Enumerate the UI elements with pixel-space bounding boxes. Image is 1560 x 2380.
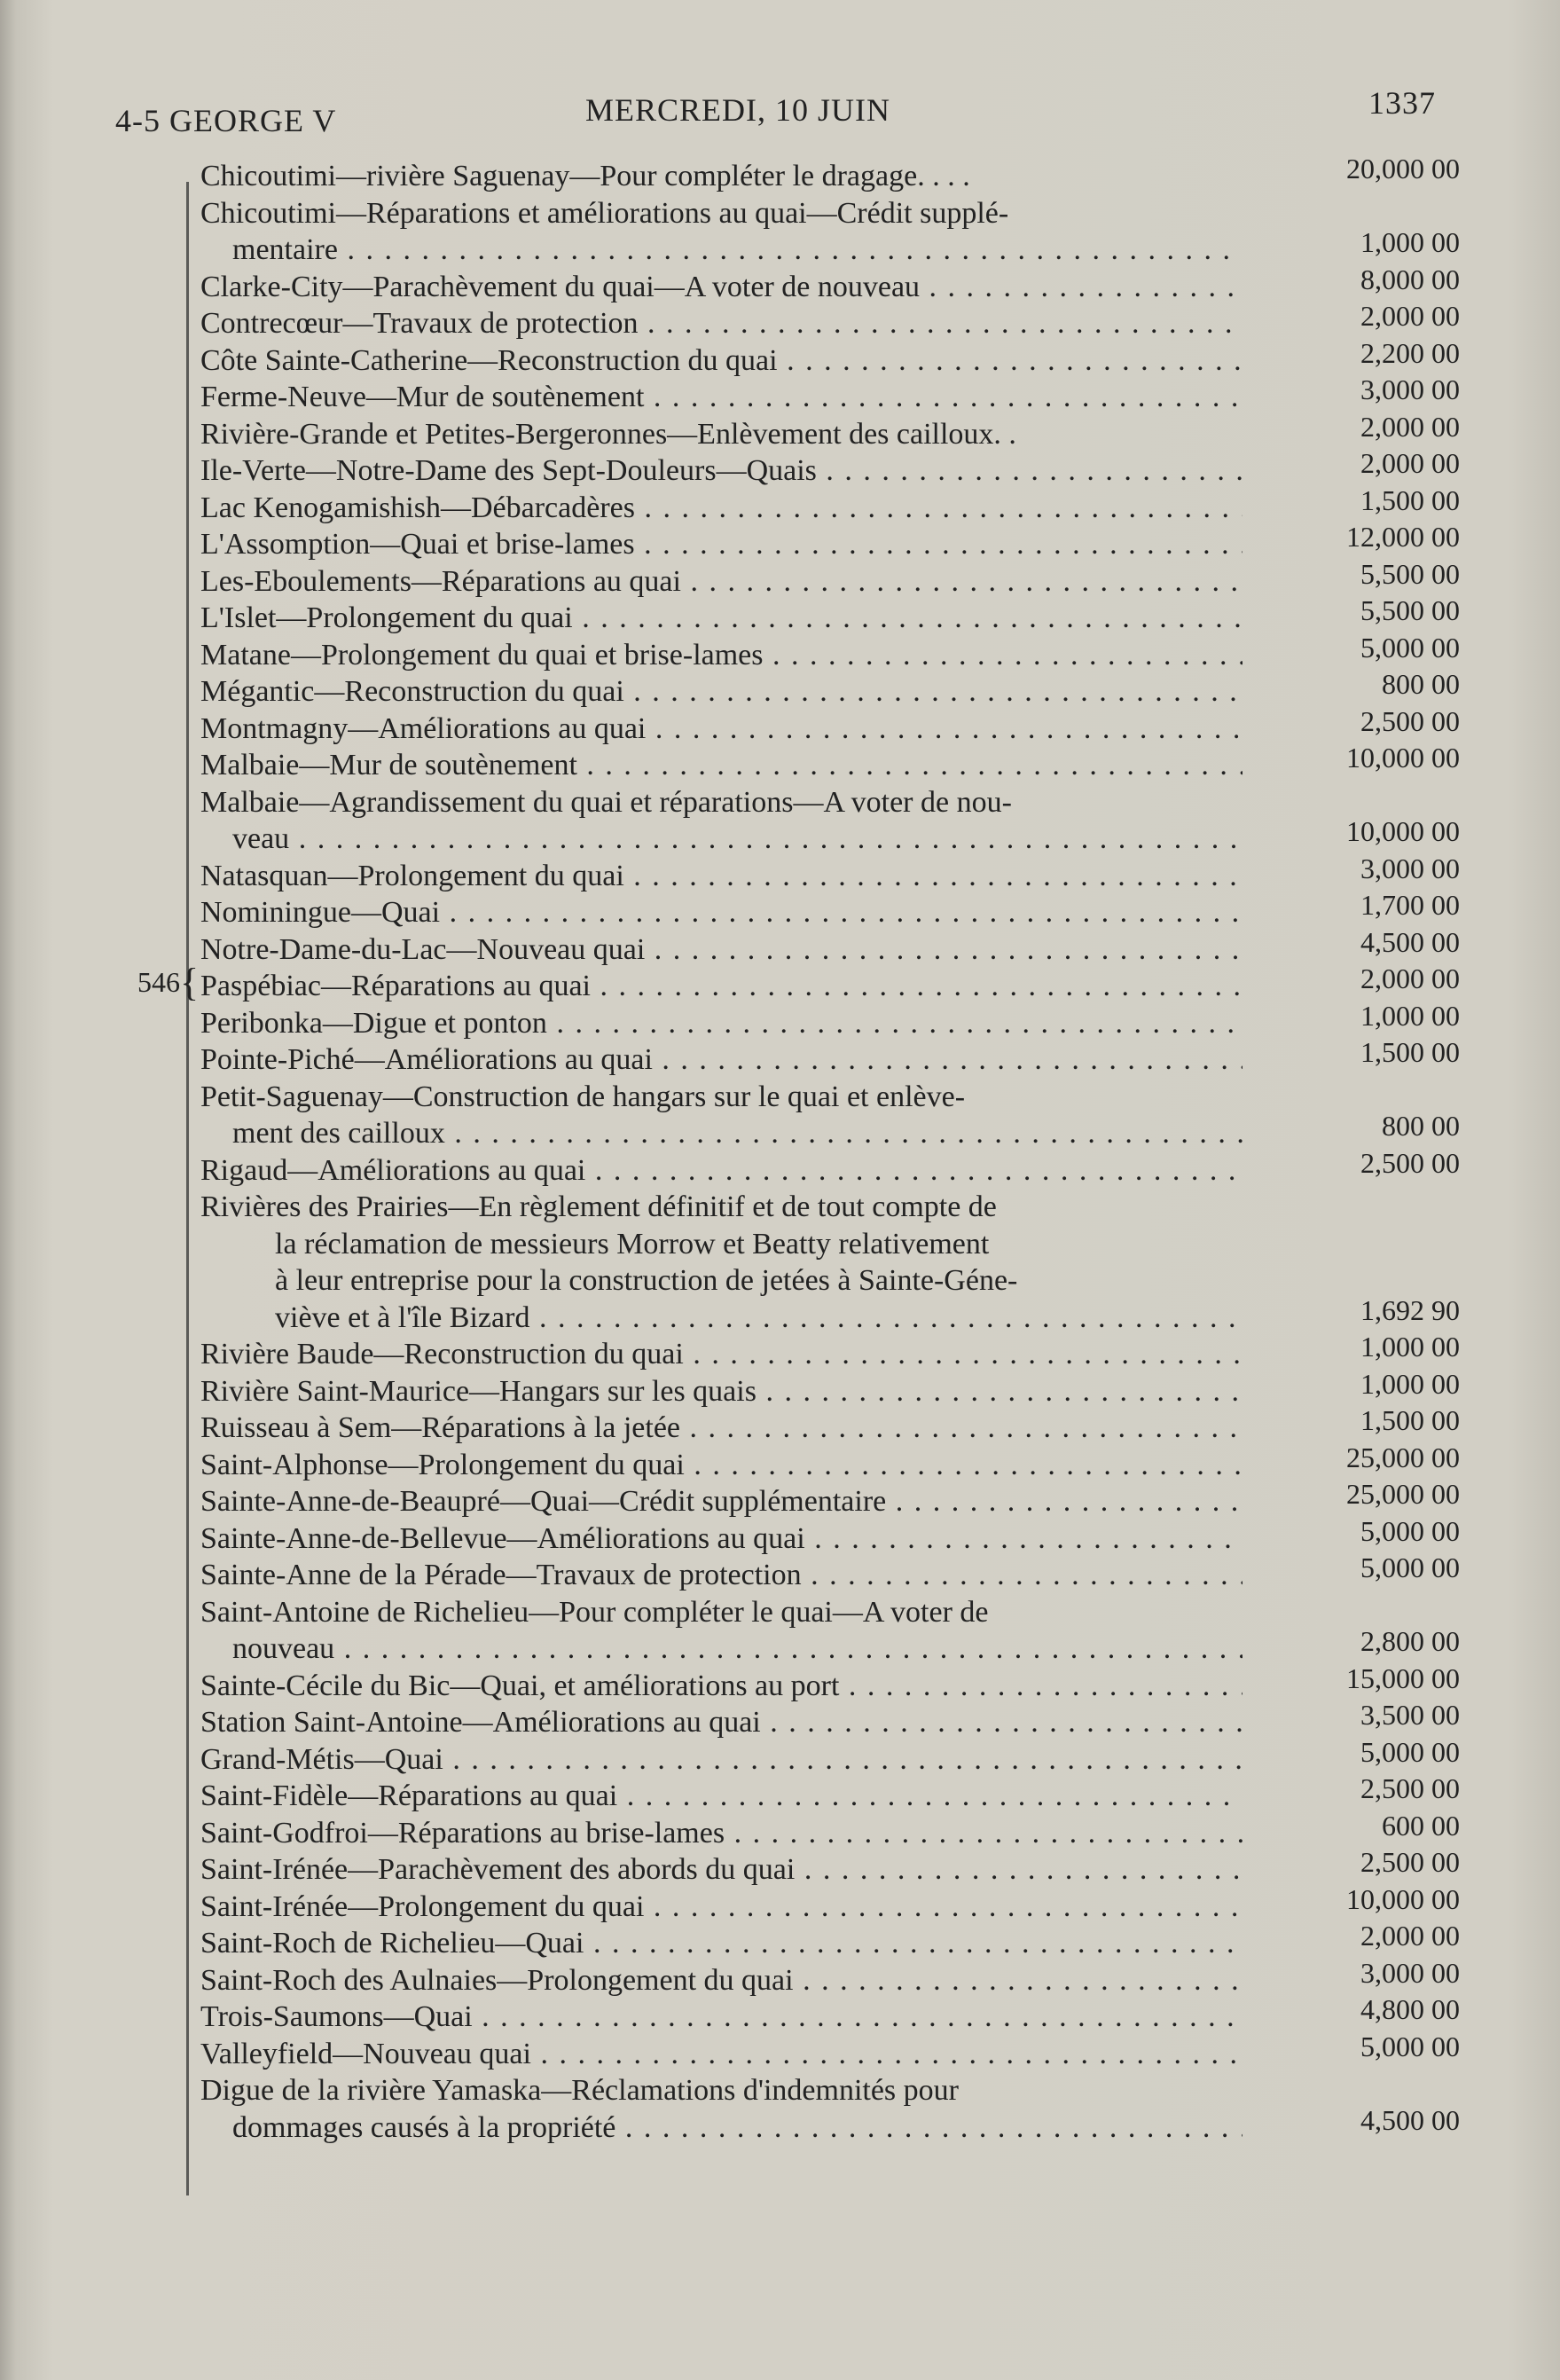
- entry-line: Grand-Métis—Quai . . .: [200, 1741, 1243, 1779]
- entry-description: [200, 784, 1243, 858]
- entry-description: [200, 1741, 1243, 1779]
- list-item: [200, 1772, 1460, 1815]
- entry-line: Natasquan—Prolongement du quai . . .: [200, 858, 1243, 895]
- list-item: [200, 1956, 1460, 1999]
- entry-line: Saint-Alphonse—Prolongement du quai . . .: [200, 1447, 1243, 1484]
- entry-description: [200, 452, 1243, 490]
- entry-description: [200, 1520, 1243, 1558]
- entry-amount: 1,500 00: [1360, 483, 1460, 516]
- list-item: [200, 410, 1460, 453]
- list-item: [200, 1846, 1460, 1889]
- entry-description: [200, 2072, 1243, 2146]
- entry-amount: 12,000 00: [1346, 521, 1460, 553]
- entry-line: Les-Eboulements—Réparations au quai . . .: [200, 563, 1243, 601]
- entry-description: [200, 1815, 1243, 1852]
- entry-description: [200, 1041, 1243, 1079]
- entry-line: Ferme-Neuve—Mur de soutènement . . .: [200, 379, 1243, 416]
- list-item: [200, 704, 1460, 748]
- entry-description: [200, 1152, 1243, 1190]
- entry-line: Saint-Antoine de Richelieu—Pour compléter le quai—A voter de: [200, 1595, 989, 1629]
- entry-line: Lac Kenogamishish—Débarcadères . . .: [200, 490, 1243, 527]
- list-item: [200, 594, 1460, 637]
- entry-line: Sainte-Anne-de-Bellevue—Améliorations au quai . . .: [200, 1520, 1243, 1558]
- list-item: [200, 889, 1460, 931]
- entry-line: nouveau . . .: [200, 1630, 1243, 1668]
- entry-line: Paspébiac—Réparations au quai . . .: [200, 968, 1243, 1005]
- list-item: [200, 784, 1460, 858]
- entry-line: Pointe-Piché—Améliorations au quai . . .: [200, 1041, 1243, 1079]
- entry-description: [200, 2036, 1243, 2073]
- entry-line: Ile-Verte—Notre-Dame des Sept-Douleurs—Quais . . .: [200, 452, 1243, 490]
- list-item: [200, 1036, 1460, 1079]
- entry-description: [200, 1999, 1243, 2036]
- entry-description: [200, 526, 1243, 563]
- list-item: [200, 999, 1460, 1042]
- entry-line: Trois-Saumons—Quai . . .: [200, 1999, 1243, 2036]
- entry-description: [200, 1373, 1243, 1410]
- entry-amount: 3,000 00: [1360, 373, 1460, 405]
- list-item: [200, 300, 1460, 342]
- entry-description: [200, 673, 1243, 711]
- entry-amount: 1,000 00: [1360, 226, 1460, 258]
- entry-line: dommages causés à la propriété . . .: [200, 2109, 1243, 2147]
- entry-description: [200, 1410, 1243, 1447]
- entry-amount: 2,000 00: [1360, 300, 1460, 332]
- list-item: [200, 1404, 1460, 1447]
- list-item: [200, 1735, 1460, 1779]
- entry-description: [200, 931, 1243, 969]
- entry-description: [200, 1594, 1243, 1668]
- entry-amount: 5,000 00: [1360, 2030, 1460, 2062]
- entry-amount: 2,000 00: [1360, 962, 1460, 994]
- entry-amount: 2,000 00: [1360, 447, 1460, 479]
- entry-line: Rigaud—Améliorations au quai . . .: [200, 1152, 1243, 1190]
- entry-line: Chicoutimi—Réparations et améliorations au quai—Crédit supplé-: [200, 196, 1009, 230]
- list-item: [200, 668, 1460, 711]
- list-item: [200, 521, 1460, 563]
- entry-line: Contrecœur—Travaux de protection . . .: [200, 305, 1243, 342]
- entry-amount: 1,500 00: [1360, 1404, 1460, 1436]
- entry-line: Rivière-Grande et Petites-Bergeronnes—Enlèvement des cailloux. .: [200, 417, 1016, 451]
- entry-line: Mégantic—Reconstruction du quai . . .: [200, 673, 1243, 711]
- entry-description: [200, 269, 1243, 306]
- list-item: [200, 1920, 1460, 1962]
- entry-amount: 10,000 00: [1346, 815, 1460, 847]
- entry-line: Saint-Godfroi—Réparations au brise-lames . . .: [200, 1815, 1243, 1852]
- list-item: [200, 1993, 1460, 2036]
- entry-line: la réclamation de messieurs Morrow et Beatty relativement: [275, 1227, 990, 1261]
- entry-amount: 25,000 00: [1346, 1441, 1460, 1473]
- entry-line: Malbaie—Agrandissement du quai et réparations—A voter de nou-: [200, 785, 1012, 819]
- entry-amount: 600 00: [1382, 1809, 1460, 1842]
- entry-line: Nominingue—Quai . . .: [200, 894, 1243, 931]
- list-item: [200, 631, 1460, 674]
- list-item: [200, 153, 1460, 195]
- list-item: [200, 1809, 1460, 1852]
- entry-line: Chicoutimi—rivière Saguenay—Pour compléter le dragage. . . .: [200, 160, 970, 192]
- list-item: [200, 1441, 1460, 1484]
- list-item: [200, 1146, 1460, 1190]
- entry-amount: 10,000 00: [1346, 742, 1460, 774]
- entry-amount: 800 00: [1382, 1110, 1460, 1142]
- list-item: [200, 447, 1460, 490]
- entry-line: Saint-Fidèle—Réparations au quai . . .: [200, 1778, 1243, 1815]
- entry-amount: 8,000 00: [1360, 263, 1460, 295]
- entry-line: Station Saint-Antoine—Améliorations au quai . . .: [200, 1704, 1243, 1741]
- entry-line: à leur entreprise pour la construction de jetées à Sainte-Géne-: [275, 1264, 1018, 1297]
- entry-description: [200, 342, 1243, 380]
- list-item: [200, 483, 1460, 527]
- entry-line: Montmagny—Améliorations au quai . . .: [200, 711, 1243, 748]
- entry-line: Matane—Prolongement du quai et brise-lames . . .: [200, 637, 1243, 674]
- entry-description: [200, 1962, 1243, 1999]
- entry-amount: 3,500 00: [1360, 1699, 1460, 1731]
- entry-amount: 2,000 00: [1360, 1920, 1460, 1952]
- entry-amount: 5,000 00: [1360, 1514, 1460, 1547]
- entry-description: [200, 305, 1243, 342]
- entry-amount: 1,692 90: [1360, 1293, 1460, 1326]
- page-header: [115, 84, 1436, 137]
- list-item: [200, 263, 1460, 306]
- entry-line: mentaire . . .: [200, 232, 1243, 269]
- entry-line: veau . . .: [200, 821, 1243, 858]
- entry-line: Digue de la rivière Yamaska—Réclamations d'indemnités pour: [200, 2074, 959, 2107]
- list-item: [200, 373, 1460, 416]
- entry-amount: 5,000 00: [1360, 1735, 1460, 1768]
- entry-amount: 3,000 00: [1360, 1956, 1460, 1989]
- entry-description: [200, 1336, 1243, 1373]
- entry-amount: 5,000 00: [1360, 1551, 1460, 1583]
- list-item: [200, 1594, 1460, 1668]
- entry-description: [200, 1079, 1243, 1152]
- entry-amount: 2,500 00: [1360, 1146, 1460, 1179]
- list-item: [200, 1699, 1460, 1741]
- list-item: [200, 742, 1460, 784]
- list-item: [200, 1478, 1460, 1520]
- entry-amount: 2,500 00: [1360, 1772, 1460, 1804]
- list-item: [200, 1551, 1460, 1594]
- entry-description: [200, 1668, 1243, 1705]
- entry-amount: 1,000 00: [1360, 1331, 1460, 1363]
- entry-description: [200, 1483, 1243, 1520]
- entry-line: L'Assomption—Quai et brise-lames . . .: [200, 526, 1243, 563]
- entry-line: Clarke-City—Parachèvement du quai—A voter de nouveau . . .: [200, 269, 1243, 306]
- entry-line: Petit-Saguenay—Construction de hangars sur le quai et enlève-: [200, 1080, 966, 1113]
- entry-line: Saint-Irénée—Parachèvement des abords du quai . . .: [200, 1851, 1243, 1889]
- entry-description: [200, 747, 1243, 784]
- entry-line: Notre-Dame-du-Lac—Nouveau quai . . .: [200, 931, 1243, 969]
- entry-description: [200, 1889, 1243, 1926]
- item-number-marker: [137, 956, 200, 1004]
- entry-line: Rivière Baude—Reconstruction du quai . . .: [200, 1336, 1243, 1373]
- list-item: [200, 1189, 1460, 1336]
- list-item: [200, 1367, 1460, 1410]
- list-item: [200, 925, 1460, 969]
- entry-amount: 4,800 00: [1360, 1993, 1460, 2025]
- entry-description: [200, 858, 1243, 895]
- entry-amount: 1,000 00: [1360, 999, 1460, 1032]
- entry-amount: 1,000 00: [1360, 1367, 1460, 1400]
- entry-line: Malbaie—Mur de soutènement . . .: [200, 747, 1243, 784]
- entry-line: Côte Sainte-Catherine—Reconstruction du quai . . .: [200, 342, 1243, 380]
- entry-description: [200, 563, 1243, 601]
- list-item: [200, 1882, 1460, 1926]
- entry-line: Saint-Roch des Aulnaies—Prolongement du quai . . .: [200, 1962, 1243, 1999]
- list-item: [200, 1661, 1460, 1705]
- list-item: [200, 557, 1460, 601]
- entry-description: [200, 416, 1243, 453]
- list-item: [200, 962, 1460, 1005]
- header-session: 4-5 GEORGE V: [115, 103, 337, 138]
- entry-amount: 10,000 00: [1346, 1882, 1460, 1915]
- header-date: MERCREDI, 10 JUIN: [585, 92, 891, 128]
- entry-description: [200, 1189, 1243, 1336]
- entry-line: ment des cailloux . . .: [200, 1115, 1243, 1152]
- entry-line: Valleyfield—Nouveau quai . . .: [200, 2036, 1243, 2073]
- entry-description: [200, 894, 1243, 931]
- list-item: [200, 852, 1460, 895]
- entry-description: [200, 158, 1243, 195]
- entry-line: Saint-Irénée—Prolongement du quai . . .: [200, 1889, 1243, 1926]
- entry-description: [200, 1778, 1243, 1815]
- entry-description: [200, 1005, 1243, 1042]
- appropriation-list: [200, 153, 1460, 2146]
- entry-description: [200, 711, 1243, 748]
- entry-amount: 25,000 00: [1346, 1478, 1460, 1510]
- entry-line: Sainte-Anne-de-Beaupré—Quai—Crédit supplémentaire . . .: [200, 1483, 1243, 1520]
- page-number: 1337: [1368, 85, 1436, 121]
- entry-line: viève et à l'île Bizard . . .: [200, 1300, 1243, 1337]
- brace-icon: {: [180, 961, 200, 1004]
- list-item: [200, 2030, 1460, 2073]
- entry-line: Saint-Roch de Richelieu—Quai . . .: [200, 1925, 1243, 1962]
- entry-amount: 4,500 00: [1360, 2103, 1460, 2136]
- entry-amount: 800 00: [1382, 668, 1460, 700]
- entry-description: [200, 1925, 1243, 1962]
- entry-line: L'Islet—Prolongement du quai . . .: [200, 600, 1243, 637]
- entry-description: [200, 1447, 1243, 1484]
- entry-amount: 2,500 00: [1360, 1846, 1460, 1878]
- entry-line: Rivières des Prairies—En règlement définitif et de tout compte de: [200, 1190, 997, 1223]
- entry-amount: 1,500 00: [1360, 1036, 1460, 1068]
- list-item: [200, 336, 1460, 380]
- entry-description: [200, 1704, 1243, 1741]
- entry-amount: 5,500 00: [1360, 594, 1460, 626]
- entry-line: Sainte-Cécile du Bic—Quai, et améliorations au port . . .: [200, 1668, 1243, 1705]
- entry-amount: 2,800 00: [1360, 1625, 1460, 1657]
- list-item: [200, 1331, 1460, 1373]
- entry-line: Rivière Saint-Maurice—Hangars sur les quais . . .: [200, 1373, 1243, 1410]
- entry-description: [200, 195, 1243, 269]
- entry-description: [200, 600, 1243, 637]
- entry-amount: 1,700 00: [1360, 889, 1460, 921]
- list-item: [200, 2072, 1460, 2146]
- entry-amount: 2,500 00: [1360, 704, 1460, 737]
- entry-description: [200, 968, 1243, 1005]
- entry-amount: 20,000 00: [1346, 153, 1460, 185]
- entry-description: [200, 1557, 1243, 1594]
- entry-line: Ruisseau à Sem—Réparations à la jetée . . .: [200, 1410, 1243, 1447]
- entry-amount: 5,500 00: [1360, 557, 1460, 590]
- list-item: [200, 195, 1460, 269]
- list-item: [200, 1079, 1460, 1152]
- entry-description: [200, 490, 1243, 527]
- entry-amount: 5,000 00: [1360, 631, 1460, 664]
- entry-amount: 4,500 00: [1360, 925, 1460, 958]
- entry-line: Peribonka—Digue et ponton . . .: [200, 1005, 1243, 1042]
- entry-amount: 3,000 00: [1360, 852, 1460, 884]
- entry-description: [200, 1851, 1243, 1889]
- entry-description: [200, 379, 1243, 416]
- list-item: [200, 1514, 1460, 1558]
- entry-amount: 2,200 00: [1360, 336, 1460, 369]
- entry-amount: 15,000 00: [1346, 1661, 1460, 1694]
- item-number: 546: [137, 966, 180, 998]
- entry-line: Sainte-Anne de la Pérade—Travaux de protection . . .: [200, 1557, 1243, 1594]
- vertical-rule: [186, 182, 189, 2195]
- entry-description: [200, 637, 1243, 674]
- entry-amount: 2,000 00: [1360, 410, 1460, 443]
